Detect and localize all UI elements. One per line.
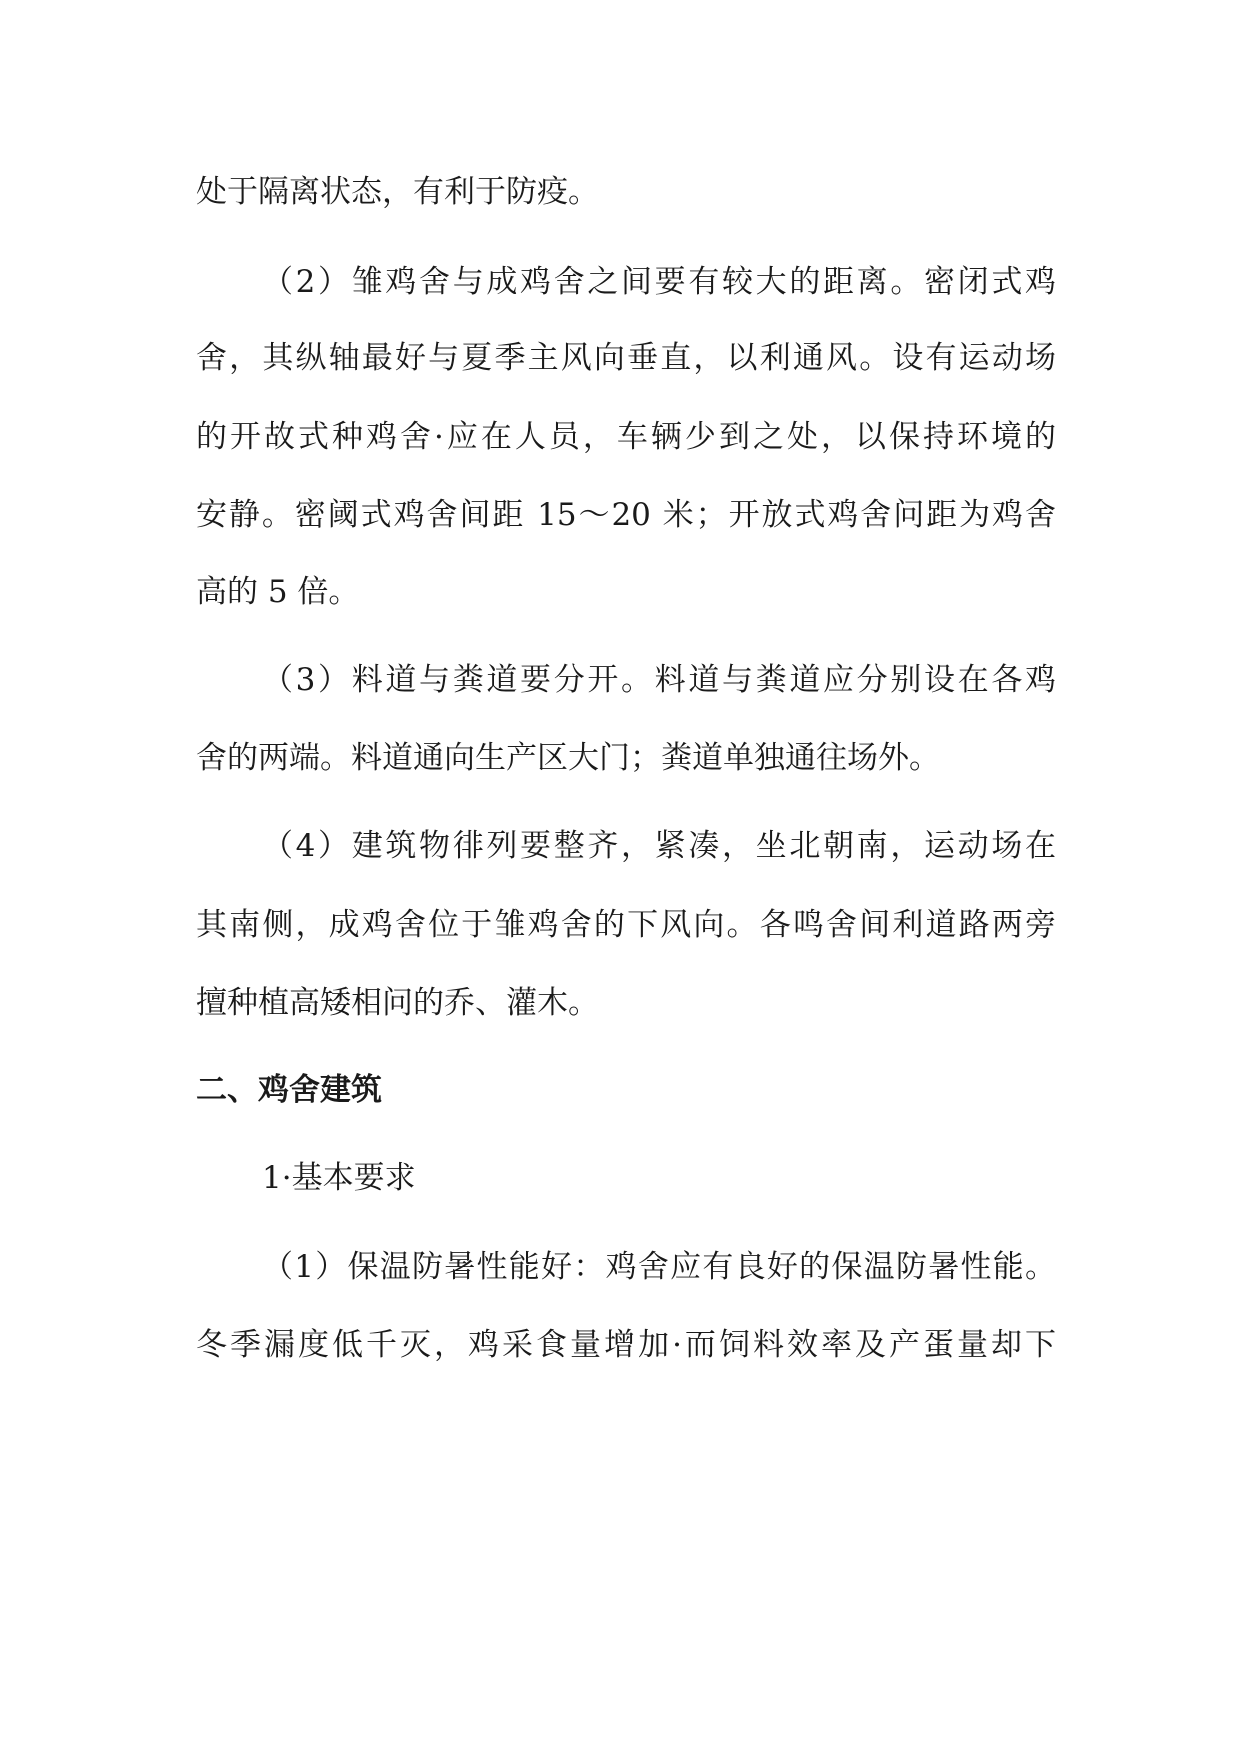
text-line: 舍的两端。料道通向生产区大门；粪道单独通往场外。 xyxy=(196,740,940,776)
text-line: 冬季漏度低千灭，鸡采食量增加·而饲料效率及产蛋量却下 xyxy=(196,1327,1056,1363)
section-heading: 二、鸡舍建筑 xyxy=(196,1072,382,1108)
text-line: 的开故式种鸡舍·应在人员，车辆少到之处，以保持环境的 xyxy=(196,419,1056,455)
text-line: （1）保温防暑性能好：鸡舍应有良好的保温防暑性能。 xyxy=(262,1249,1056,1285)
text-line: 其南侧，成鸡舍位于雏鸡舍的下风向。各鸣舍间利道路两旁 xyxy=(196,907,1056,943)
text-line: 处于隔离状态，有利于防疫。 xyxy=(196,174,599,210)
text-line: （4）建筑物徘列要整齐，紧凑，坐北朝南，运动场在 xyxy=(262,828,1056,864)
text-line: 安静。密阈式鸡舍间距 15～20 米；开放式鸡舍问距为鸡舍 xyxy=(196,497,1056,533)
subsection-heading: 1·基本要求 xyxy=(262,1160,416,1196)
text-line: （3）料道与粪道要分开。料道与粪道应分别设在各鸡 xyxy=(262,662,1056,698)
text-line: 舍，其纵轴最好与夏季主风向垂直，以利通风。设有运动场 xyxy=(196,340,1056,376)
text-line: 擅种植高矮相问的乔、灌木。 xyxy=(196,985,599,1021)
text-line: 高的 5 倍。 xyxy=(196,574,360,610)
text-line: （2）雏鸡舍与成鸡舍之间要有较大的距离。密闭式鸡 xyxy=(262,264,1056,300)
